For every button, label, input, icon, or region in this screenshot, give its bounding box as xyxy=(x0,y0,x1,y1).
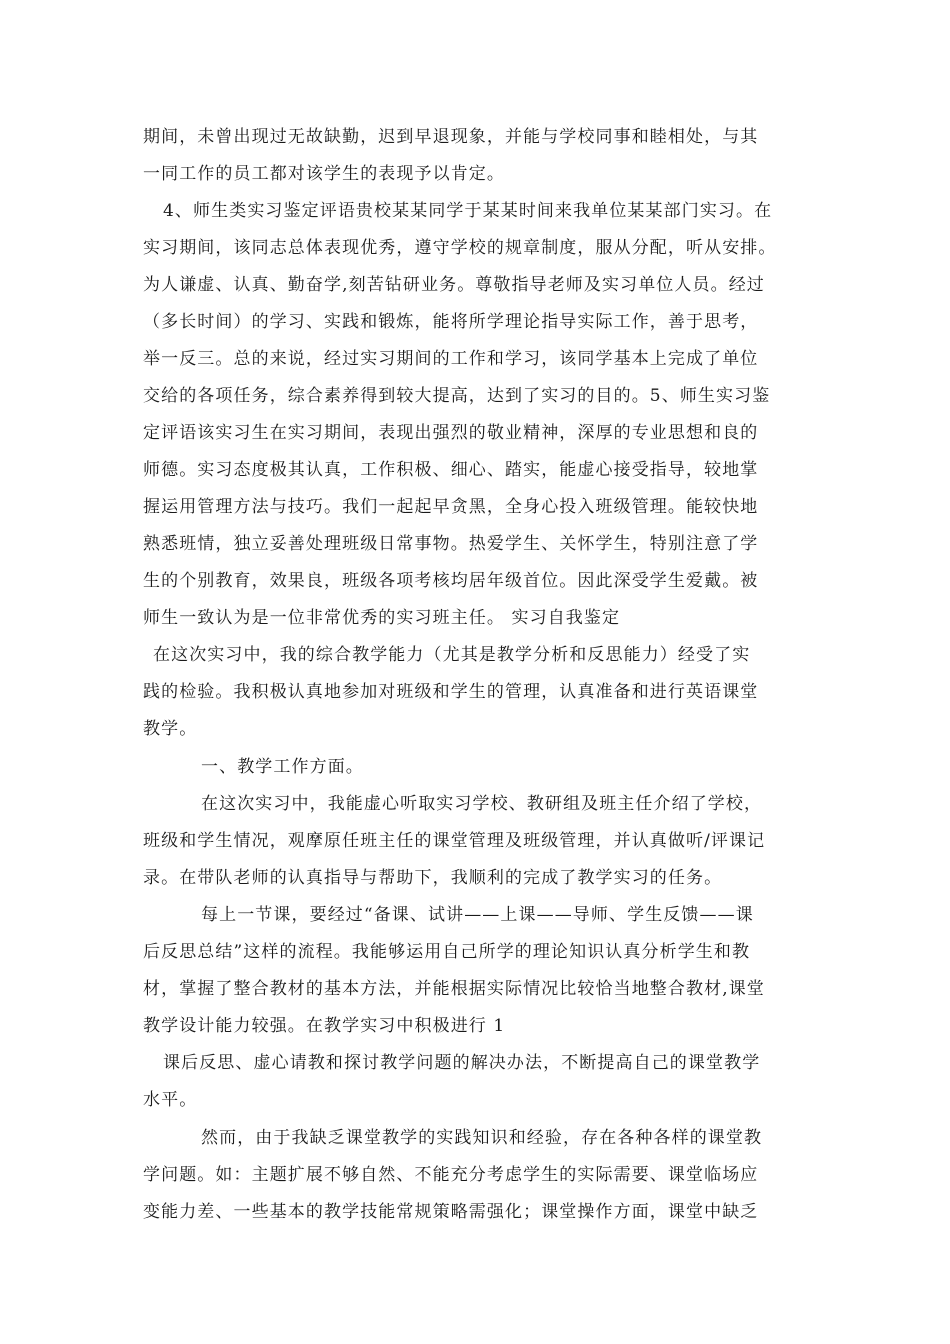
text-line: 课后反思、虚心请教和探讨教学问题的解决办法，不断提高自己的课堂教学 xyxy=(163,1053,761,1073)
text-line: 教学设计能力较强。在教学实习中积极进行 1 xyxy=(143,1016,506,1036)
text-line: 为人谦虚、认真、勤奋学,刻苦钻研业务。尊敬指导老师及实习单位人员。经过 xyxy=(143,275,765,295)
text-line: 每上一节课，要经过“备课、试讲——上课——导师、学生反馈——课 xyxy=(201,905,754,925)
text-line: 交给的各项任务，综合素养得到较大提高，达到了实习的目的。5、师生实习鉴 xyxy=(143,386,771,406)
text-line: 实习期间，该同志总体表现优秀，遵守学校的规章制度，服从分配，听从安排。 xyxy=(143,238,777,258)
text-line: 录。在带队老师的认真指导与帮助下，我顺利的完成了教学实习的任务。 xyxy=(143,868,723,888)
text-line: 期间，未曾出现过无故缺勤，迟到早退现象，并能与学校同事和睦相处，与其 xyxy=(143,127,759,147)
text-line: 4、师生类实习鉴定评语贵校某某同学于某某时间来我单位某某部门实习。在 xyxy=(163,201,773,221)
text-line: 一同工作的员工都对该学生的表现予以肯定。 xyxy=(143,164,505,184)
text-line: 后反思总结”这样的流程。我能够运用自己所学的理论知识认真分析学生和教 xyxy=(143,942,751,962)
text-line: 师生一致认为是一位非常优秀的实习班主任。 实习自我鉴定 xyxy=(143,608,621,628)
text-line: 践的检验。我积极认真地参加对班级和学生的管理，认真准备和进行英语课堂 xyxy=(143,682,759,702)
text-line: 定评语该实习生在实习期间，表现出强烈的敬业精神，深厚的专业思想和良的 xyxy=(143,423,759,443)
text-line: 然而，由于我缺乏课堂教学的实践知识和经验，存在各种各样的课堂教 xyxy=(201,1128,763,1148)
text-line: 师德。实习态度极其认真，工作积极、细心、踏实，能虚心接受指导，较地掌 xyxy=(143,460,759,480)
text-line: 在这次实习中，我的综合教学能力（尤其是教学分析和反思能力）经受了实 xyxy=(153,645,751,665)
text-line: 变能力差、一些基本的教学技能常规策略需强化；课堂操作方面，课堂中缺乏 xyxy=(143,1202,759,1222)
text-line: 班级和学生情况，观摩原任班主任的课堂管理及班级管理，并认真做听/评课记 xyxy=(143,831,766,851)
text-line: 握运用管理方法与技巧。我们一起起早贪黑，全身心投入班级管理。能较快地 xyxy=(143,497,759,517)
text-line: 在这次实习中，我能虚心听取实习学校、教研组及班主任介绍了学校， xyxy=(201,794,763,814)
text-line: 材，掌握了整合教材的基本方法，并能根据实际情况比较恰当地整合教材,课堂 xyxy=(143,979,765,999)
text-line: 举一反三。总的来说，经过实习期间的工作和学习，该同学基本上完成了单位 xyxy=(143,349,759,369)
text-line: 水平。 xyxy=(143,1090,198,1110)
text-line: 熟悉班情，独立妥善处理班级日常事物。热爱学生、关怀学生，特别注意了学 xyxy=(143,534,759,554)
text-line: 学问题。如：主题扩展不够自然、不能充分考虑学生的实际需要、课堂临场应 xyxy=(143,1165,759,1185)
text-line: 教学。 xyxy=(143,719,198,739)
text-line: 生的个别教育，效果良，班级各项考核均居年级首位。因此深受学生爱戴。被 xyxy=(143,571,759,591)
section-heading: 一、教学工作方面。 xyxy=(201,757,364,777)
text-line: （多长时间）的学习、实践和锻炼，能将所学理论指导实际工作，善于思考， xyxy=(143,312,759,332)
